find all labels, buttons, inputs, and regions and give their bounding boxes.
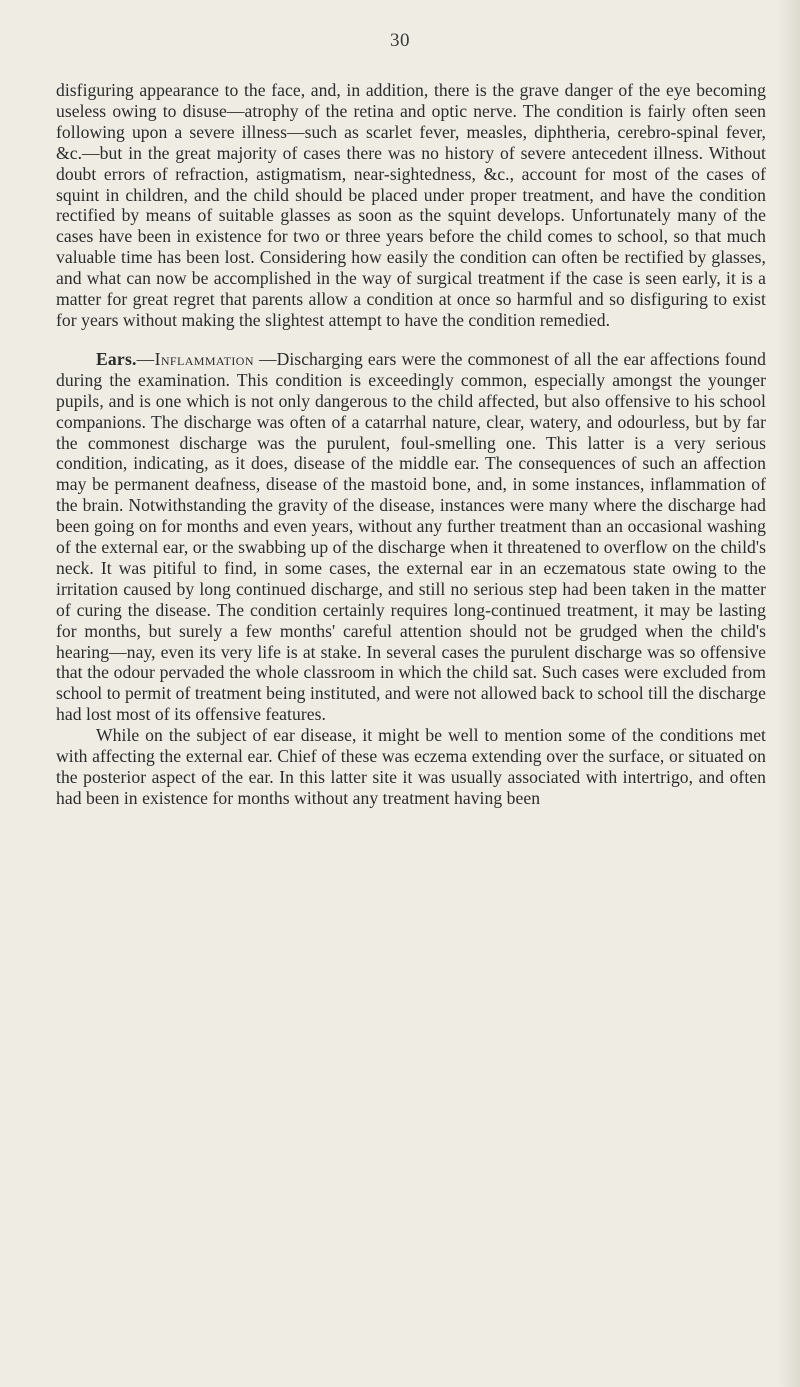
body-text: [56, 80, 766, 809]
section-gap: [56, 331, 766, 349]
ears-heading: Ears.: [96, 348, 137, 369]
page-number: 30: [390, 30, 410, 51]
paragraph-external-ear: While on the subject of ear disease, it might be well to mention some of the conditions met with affecting the external ear. Chief of these was eczema extending over the surface, or situated on the posterior aspect of the ear. In this latter site it was usually associated with intertrigo, and often had been in existence for months without any treatment having been: [56, 725, 766, 808]
ears-paragraph-text: —Discharging ears were the commonest of all the ear affections found during the examination. This condition is exceedingly common, especially amongst the younger pupils, and is one which is not only dangerous to the child affected, but also offensive to his school companions. The discharge was often of a catarrhal nature, clear, watery, and odourless, but by far the commonest discharge was the purulent, foul-smelling one. This latter is a very serious condition, indicating, as it does, disease of the middle ear. The consequences of such an affection may be permanent deafness, disease of the mastoid bone, and, in some instances, inflammation of the brain. Notwithstanding the gravity of the disease, instances were many where the discharge had been going on for months and even years, without any further treatment than an occasional washing of the external ear, or the swabbing up of the discharge when it threatened to overflow on the child's neck. It was pitiful to find, in some cases, the external ear in an eczematous state owing to the irritation caused by long continued discharge, and still no serious step had been taken in the matter of curing the disease. The condition certainly requires long-continued treatment, it may be lasting for months, but surely a few months' careful attention should not be grudged when the child's hearing—nay, even its very life is at stake. In several cases the purulent discharge was so offensive that the odour pervaded the whole classroom in which the child sat. Such cases were excluded from school to permit of treatment being instituted, and were not allowed back to school till the discharge had lost most of its offensive features.: [56, 348, 766, 725]
inflammation-subheading: —Inflammation: [136, 348, 254, 369]
paragraph-squint-continuation: disfiguring appearance to the face, and, in addition, there is the grave danger of the eye becoming useless owing to disuse—atrophy of the retina and optic nerve. The condition is fairly often seen following upon a severe illness—such as scarlet fever, measles, diphtheria, cerebro-spinal fever, &c.—but in the great majority of cases there was no history of severe antecedent illness. Without doubt errors of refraction, astigmatism, near-sightedness, &c., account for most of the cases of squint in children, and the child should be placed under proper treatment, and have the condition rectified by means of suitable glasses as soon as the squint develops. Unfortunately many of the cases have been in existence for two or three years before the child comes to school, so that much valuable time has been lost. Considering how easily the condition can often be rectified by glasses, and what can now be accomplished in the way of surgical treatment if the case is seen early, it is a matter for great regret that parents allow a condition at once so harmful and so disfiguring to exist for years without making the slightest attempt to have the condition remedied.: [56, 80, 766, 330]
page-edge-shadow: [778, 0, 800, 1387]
paragraph-ears-inflammation: [56, 349, 766, 725]
